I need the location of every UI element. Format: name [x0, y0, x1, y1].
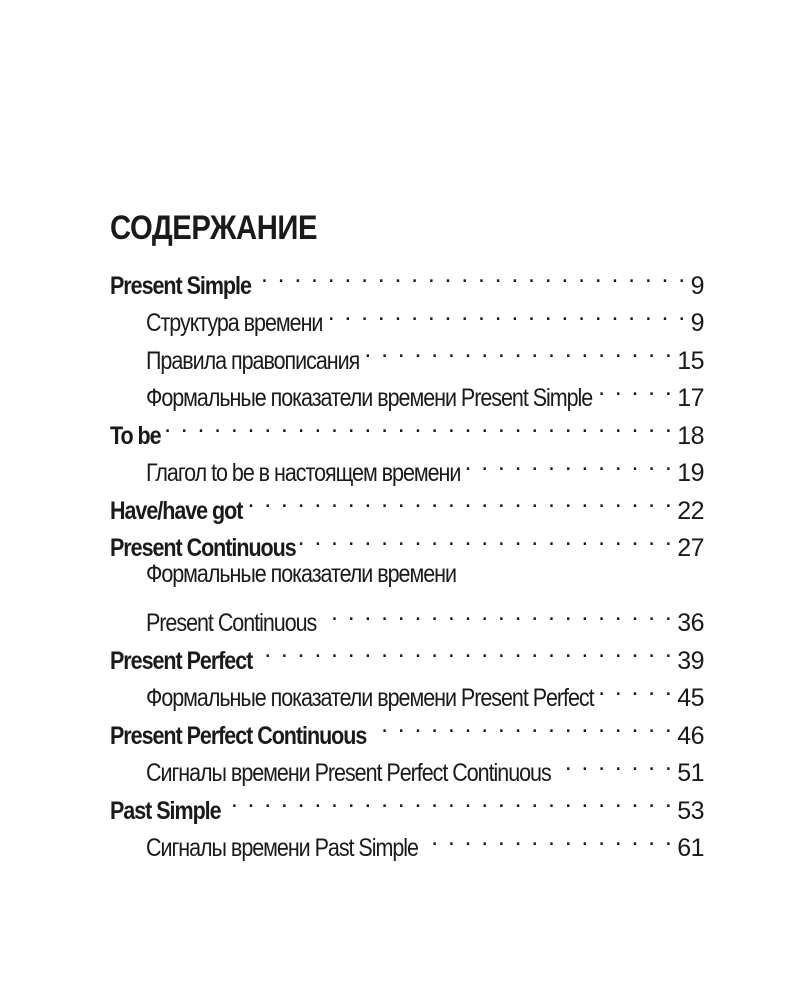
toc-page-number: 36: [677, 609, 704, 637]
toc-entry-text: Present Simple: [110, 271, 251, 300]
toc-entry[interactable]: [110, 556, 704, 594]
toc-list: [110, 256, 704, 862]
toc-page-number: 53: [677, 796, 704, 825]
dot-leader: [246, 481, 673, 519]
toc-entry-text: Have/have got: [110, 496, 243, 525]
toc-entry-text: Правила правописания: [146, 346, 360, 375]
toc-page-number: 19: [677, 459, 704, 487]
toc-page-number: 39: [677, 646, 704, 675]
dot-leader: [370, 706, 673, 744]
page-title: СОДЕРЖАНИЕ: [110, 209, 318, 247]
table-of-contents: [110, 200, 704, 862]
toc-entry-text: Present Perfect: [110, 646, 253, 675]
toc-entry-text: Сигналы времени Present Perfect Continuous: [146, 759, 551, 787]
toc-page-number: 22: [677, 496, 704, 525]
toc-entry-text: Формальные показатели времени Present Perfect: [146, 684, 594, 712]
toc-entry-text: Present Continuous: [110, 534, 296, 562]
toc-entry-continuation[interactable]: [110, 594, 704, 637]
toc-subsection[interactable]: [110, 444, 704, 487]
dot-leader: [363, 331, 673, 369]
dot-leader: [320, 594, 673, 632]
toc-page-number: 45: [677, 684, 704, 712]
dot-leader: [256, 631, 673, 669]
toc-entry-text: Формальные показатели времени Present Simple: [146, 384, 593, 412]
toc-entry-text: Глагол to be в настоящем времени: [146, 459, 461, 487]
toc-entry-text: Present Continuous: [146, 609, 317, 637]
toc-page-number: 15: [677, 346, 704, 375]
toc-page-number: 9: [690, 271, 704, 300]
toc-page-number: 61: [677, 834, 704, 862]
toc-section[interactable]: [110, 256, 704, 300]
toc-entry-text: Past Simple: [110, 796, 221, 825]
toc-entry-text: Сигналы времени Past Simple: [146, 834, 418, 862]
toc-entry-text: Структура времени: [146, 309, 323, 337]
dot-leader: [596, 369, 673, 407]
toc-page-number: 51: [677, 759, 704, 787]
dot-leader: [422, 819, 673, 857]
dot-leader: [165, 406, 674, 444]
toc-entry-text: To be: [110, 421, 161, 450]
toc-page-number: 9: [690, 309, 704, 337]
dot-leader: [255, 256, 687, 294]
toc-page-number: 18: [677, 421, 704, 450]
dot-leader: [326, 294, 686, 332]
toc-page-number: 17: [677, 384, 704, 412]
toc-entry-text: Формальные показатели времени: [146, 560, 456, 588]
toc-page-number: 46: [677, 721, 704, 750]
dot-leader: [555, 744, 674, 782]
toc-page-number: 27: [677, 534, 704, 562]
dot-leader: [224, 781, 673, 819]
toc-entry-text: Present Perfect Continuous: [110, 721, 367, 750]
dot-leader: [598, 669, 674, 707]
toc-section[interactable]: [110, 406, 704, 450]
dot-leader: [464, 444, 673, 482]
dot-leader: [300, 519, 674, 557]
